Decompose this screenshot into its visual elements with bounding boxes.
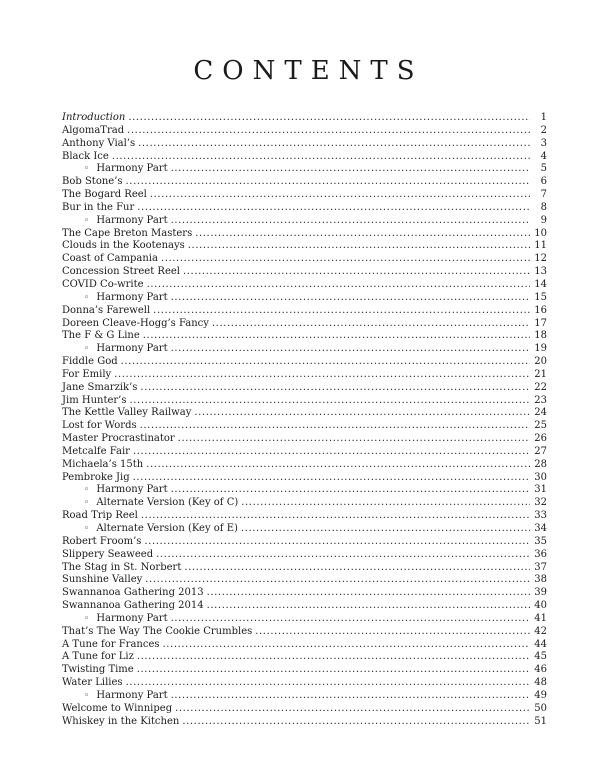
dot-leader — [137, 382, 530, 395]
toc-entry — [62, 369, 547, 382]
toc-entry — [62, 228, 547, 241]
toc-entry-page: 31 — [534, 484, 547, 496]
toc-entry-page: 7 — [540, 189, 547, 201]
toc-entry-title: Water Lilies — [62, 677, 123, 689]
toc-entry-title: Introduction — [62, 112, 126, 123]
toc-entry-page: 12 — [534, 253, 547, 265]
toc-entry-title: The Kettle Valley Railway — [62, 407, 192, 419]
toc-entry-page: 15 — [534, 291, 547, 303]
toc-entry-page: 35 — [534, 535, 547, 547]
toc-entry-title: Lost for Words — [62, 420, 137, 432]
toc-entry-page: 46 — [534, 664, 547, 676]
toc-entry — [62, 279, 547, 292]
toc-entry-page: 9 — [540, 214, 547, 226]
dot-leader — [150, 305, 530, 318]
toc-entry-page: 36 — [534, 548, 547, 560]
toc-entry — [62, 626, 547, 639]
toc-entry — [62, 459, 547, 472]
toc-entry-page: 26 — [534, 433, 547, 445]
dot-leader — [185, 240, 530, 253]
dot-leader — [168, 292, 530, 305]
toc-entry — [62, 433, 547, 446]
dot-leader — [160, 639, 531, 652]
toc-entry-page: 2 — [540, 124, 547, 136]
circle-bullet-icon: ◦ — [84, 613, 90, 624]
circle-bullet-icon: ◦ — [84, 690, 90, 701]
toc-entry-title: Bob Stone’s — [62, 176, 123, 188]
toc-entry-page: 21 — [534, 368, 547, 380]
dot-leader — [147, 189, 530, 202]
toc-entry-page: 16 — [534, 304, 547, 316]
toc-entry-page: 49 — [534, 689, 547, 701]
toc-entry-title: Clouds in the Kootenays — [62, 240, 185, 252]
toc-entry-title: Fiddle God — [62, 356, 118, 368]
toc-entry — [62, 125, 547, 138]
toc-entry-title: Slippery Seaweed — [62, 548, 154, 560]
toc-subentry — [62, 292, 547, 305]
toc-entry-title: Alternate Version (Key of C) — [96, 497, 239, 509]
toc-entry-page: 3 — [540, 137, 547, 149]
circle-bullet-icon: ◦ — [84, 164, 90, 175]
toc-entry-page: 44 — [534, 638, 547, 650]
toc-entry-page: 32 — [534, 497, 547, 509]
dot-leader — [168, 215, 530, 228]
toc-entry-page: 25 — [534, 420, 547, 432]
toc-entry-page: 24 — [534, 407, 547, 419]
dot-leader — [238, 497, 530, 510]
circle-bullet-icon: ◦ — [84, 344, 90, 355]
dot-leader — [124, 125, 530, 138]
toc-subentry — [62, 163, 547, 176]
circle-bullet-icon: ◦ — [84, 485, 90, 496]
toc-entry — [62, 600, 547, 613]
toc-entry-page: 18 — [534, 330, 547, 342]
toc-entry-title: Harmony Part — [96, 163, 168, 175]
toc-entry-page: 20 — [534, 356, 547, 368]
dot-leader — [138, 510, 530, 523]
dot-leader — [158, 253, 530, 266]
toc-entry — [62, 549, 547, 562]
toc-entry-title: Welcome to Winnipeg — [62, 702, 173, 714]
toc-entry — [62, 472, 547, 485]
dot-leader — [252, 626, 530, 639]
dot-leader — [111, 369, 530, 382]
toc-entry-title: COVID Co-write — [62, 278, 144, 290]
toc-entry-title: Master Procrastinator — [62, 433, 175, 445]
toc-entry-page: 38 — [534, 574, 547, 586]
dot-leader — [109, 151, 530, 164]
dot-leader — [123, 677, 530, 690]
dot-leader — [135, 138, 530, 151]
dot-leader — [179, 716, 530, 729]
dot-leader — [140, 330, 530, 343]
dot-leader — [118, 356, 530, 369]
dot-leader — [168, 343, 530, 356]
toc-entry-title: Jim Hunter’s — [62, 394, 127, 406]
toc-entry — [62, 266, 547, 279]
toc-entry-page: 30 — [534, 471, 547, 483]
toc-entry-page: 37 — [534, 561, 547, 573]
dot-leader — [143, 459, 530, 472]
toc-entry — [62, 562, 547, 575]
toc-entry-title: Harmony Part — [96, 689, 168, 701]
toc-entry-page: 10 — [534, 227, 547, 239]
toc-entry-page: 6 — [540, 176, 547, 188]
toc-entry — [62, 318, 547, 331]
dot-leader — [134, 651, 530, 664]
dot-leader — [125, 112, 530, 125]
toc-entry — [62, 716, 547, 729]
toc-entry-title: Anthony Vial’s — [62, 137, 136, 149]
toc-entry — [62, 639, 547, 652]
dot-leader — [127, 395, 531, 408]
dot-leader — [204, 600, 530, 613]
toc-entry-page: 13 — [534, 266, 547, 278]
toc-entry-page: 42 — [534, 625, 547, 637]
dot-leader — [137, 420, 530, 433]
toc-entry — [62, 151, 547, 164]
toc-entry-page: 27 — [534, 445, 547, 457]
toc-entry-title: The Stag in St. Norbert — [62, 561, 182, 573]
toc-entry-title: Harmony Part — [96, 612, 168, 624]
toc-entry-page: 8 — [540, 201, 547, 213]
toc-entry-page: 50 — [534, 702, 547, 714]
toc-entry-page: 41 — [534, 612, 547, 624]
toc-entry-page: 1 — [540, 112, 547, 123]
toc-list — [62, 112, 547, 729]
toc-entry — [62, 202, 547, 215]
toc-entry-title: Twisting Time — [62, 664, 134, 676]
dot-leader — [191, 407, 530, 420]
toc-entry-page: 34 — [534, 523, 547, 534]
toc-entry-title: Harmony Part — [96, 214, 168, 226]
toc-entry-page: 28 — [534, 458, 547, 470]
toc-entry — [62, 305, 547, 318]
toc-entry-title: Jane Smarzik’s — [62, 381, 138, 393]
toc-entry — [62, 330, 547, 343]
toc-entry — [62, 446, 547, 459]
toc-entry-title: Harmony Part — [96, 484, 168, 496]
toc-entry-title: Bur in the Fur — [62, 201, 135, 213]
toc-entry — [62, 651, 547, 664]
toc-entry-title: A Tune for Frances — [62, 638, 160, 650]
dot-leader — [134, 202, 530, 215]
dot-leader — [181, 562, 530, 575]
toc-entry-title: The Cape Breton Masters — [62, 227, 193, 239]
toc-entry-page: 33 — [534, 510, 547, 522]
toc-entry-title: Robert Froom’s — [62, 535, 142, 547]
dot-leader — [192, 228, 530, 241]
toc-entry — [62, 587, 547, 600]
circle-bullet-icon: ◦ — [84, 524, 90, 534]
toc-entry-title: Sunshine Valley — [62, 574, 143, 586]
toc-entry-page: 48 — [534, 677, 547, 689]
toc-entry — [62, 138, 547, 151]
dot-leader — [168, 484, 530, 497]
toc-entry — [62, 677, 547, 690]
toc-entry-title: Doreen Cleave-Hogg’s Fancy — [62, 317, 209, 329]
dot-leader — [134, 664, 530, 677]
circle-bullet-icon: ◦ — [84, 498, 90, 509]
toc-entry-page: 14 — [534, 278, 547, 290]
circle-bullet-icon: ◦ — [84, 292, 90, 303]
toc-entry — [62, 382, 547, 395]
toc-entry-title: Swannanoa Gathering 2014 — [62, 600, 204, 612]
toc-entry — [62, 536, 547, 549]
toc-entry-page: 5 — [540, 163, 547, 175]
toc-entry-title: Donna’s Farewell — [62, 304, 151, 316]
toc-entry — [62, 664, 547, 677]
toc-entry — [62, 407, 547, 420]
toc-entry-title: That’s The Way The Cookie Crumbles — [62, 625, 253, 637]
toc-entry — [62, 240, 547, 253]
page-title: CONTENTS — [193, 56, 424, 86]
toc-entry-title: Harmony Part — [96, 291, 168, 303]
toc-entry — [62, 356, 547, 369]
toc-entry-title: AlgomaTrad — [62, 124, 125, 136]
dot-leader — [238, 523, 530, 536]
dot-leader — [141, 536, 530, 549]
dot-leader — [123, 176, 530, 189]
toc-entry — [62, 112, 547, 125]
dot-leader — [168, 613, 530, 626]
toc-entry — [62, 510, 547, 523]
toc-entry-title: Black Ice — [62, 150, 109, 162]
dot-leader — [180, 266, 530, 279]
dot-leader — [204, 587, 530, 600]
toc-entry — [62, 420, 547, 433]
toc-subentry — [62, 613, 547, 626]
dot-leader — [168, 690, 530, 703]
circle-bullet-icon: ◦ — [84, 215, 90, 226]
dot-leader — [175, 433, 530, 446]
toc-entry-page: 11 — [534, 240, 547, 252]
dot-leader — [168, 163, 530, 176]
dot-leader — [209, 318, 530, 331]
toc-entry — [62, 176, 547, 189]
toc-entry — [62, 189, 547, 202]
dot-leader — [172, 703, 530, 716]
toc-entry-title: Alternate Version (Key of E) — [96, 523, 238, 534]
toc-entry-title: Whiskey in the Kitchen — [62, 715, 180, 727]
toc-subentry — [62, 497, 547, 510]
toc-entry-title: Pembroke Jig — [62, 471, 130, 483]
toc-entry-page: 4 — [540, 150, 547, 162]
toc-entry-page: 23 — [534, 394, 547, 406]
dot-leader — [130, 446, 530, 459]
toc-subentry — [62, 690, 547, 703]
toc-entry-title: Concession Street Reel — [62, 266, 180, 278]
toc-entry-title: The F & G Line — [62, 330, 140, 342]
toc-entry — [62, 574, 547, 587]
toc-entry-page: 51 — [534, 715, 547, 727]
toc-entry — [62, 395, 547, 408]
toc-entry-title: Michaela’s 15th — [62, 458, 144, 470]
toc-entry-page: 19 — [534, 343, 547, 355]
toc-entry-title: A Tune for Liz — [62, 651, 134, 663]
toc-entry-title: Coast of Campania — [62, 253, 158, 265]
toc-entry-title: Metcalfe Fair — [62, 445, 130, 457]
dot-leader — [144, 279, 530, 292]
toc-entry — [62, 253, 547, 266]
toc-entry-page: 45 — [534, 651, 547, 663]
toc-entry-title: For Emily — [62, 368, 112, 380]
toc-entry-page: 39 — [534, 587, 547, 599]
toc-subentry — [62, 523, 547, 536]
toc-entry-title: Swannanoa Gathering 2013 — [62, 587, 204, 599]
toc-entry-title: The Bogard Reel — [62, 189, 147, 201]
toc-entry-page: 22 — [534, 381, 547, 393]
toc-entry-page: 40 — [534, 600, 547, 612]
toc-entry — [62, 703, 547, 716]
toc-entry-page: 17 — [534, 317, 547, 329]
toc-subentry — [62, 484, 547, 497]
dot-leader — [130, 472, 530, 485]
dot-leader — [142, 574, 530, 587]
toc-entry-title: Road Trip Reel — [62, 510, 138, 522]
toc-subentry — [62, 343, 547, 356]
dot-leader — [153, 549, 530, 562]
toc-entry-title: Harmony Part — [96, 343, 168, 355]
toc-subentry — [62, 215, 547, 228]
